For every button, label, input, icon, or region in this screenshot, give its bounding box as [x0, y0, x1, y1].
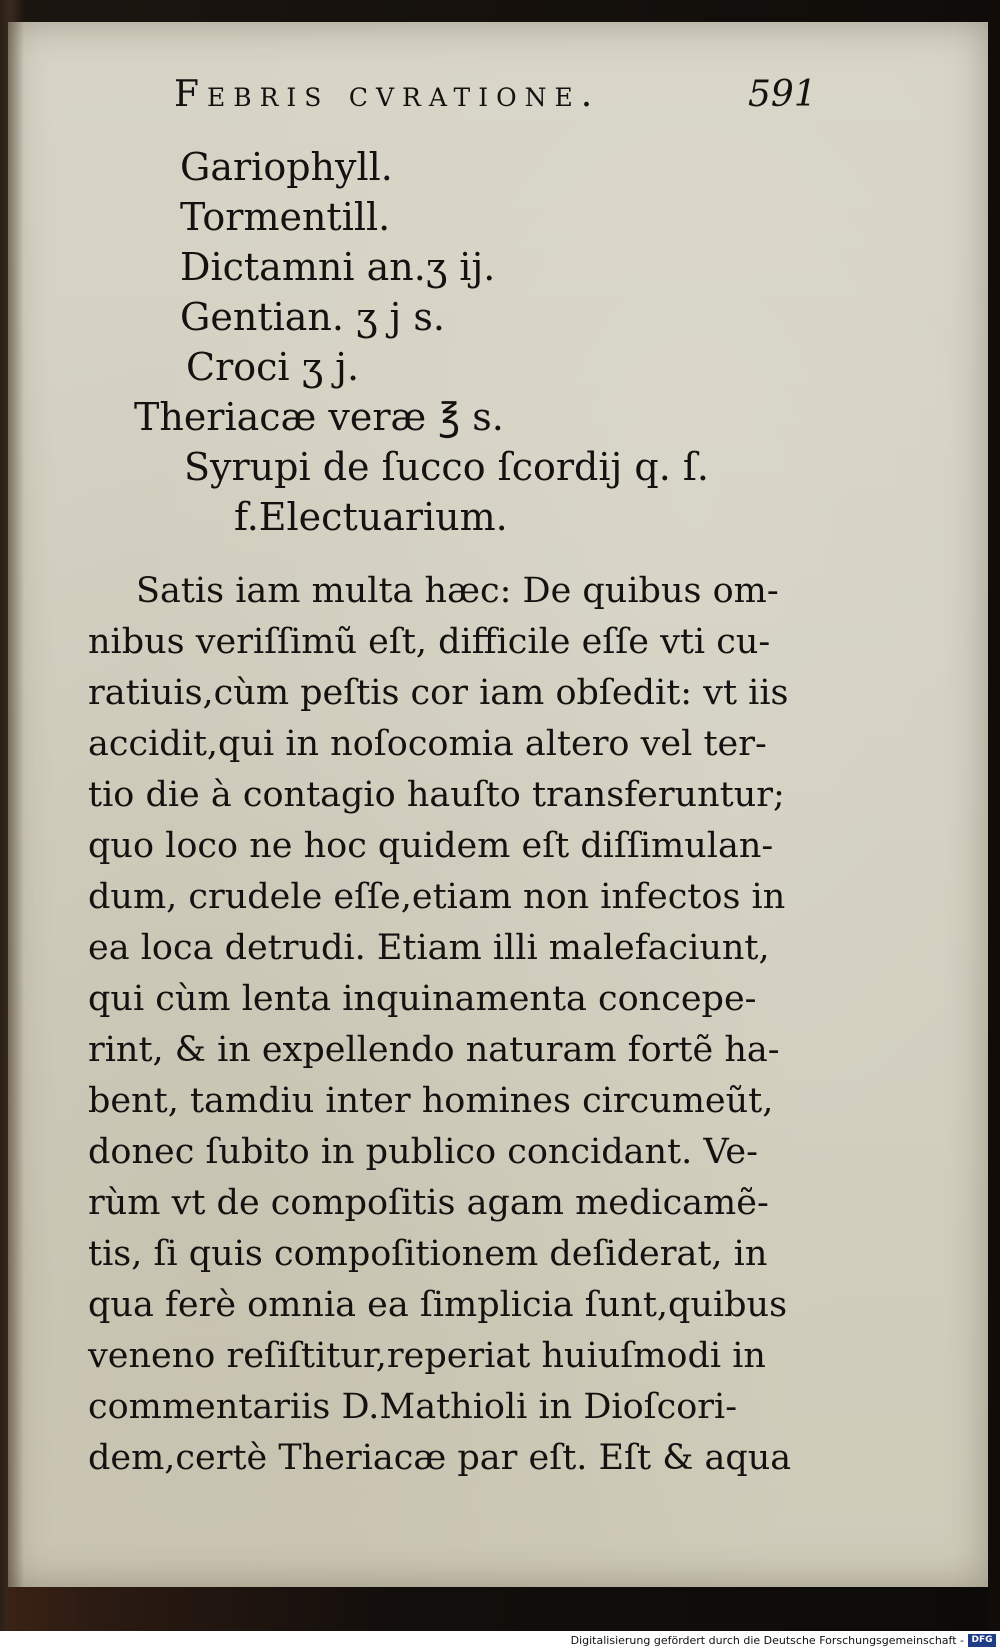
recipe-line: Tormentill. — [180, 195, 391, 239]
funding-credit: Digitalisierung gefördert durch die Deutsche Forschungsgemeinschaft - — [570, 1634, 964, 1647]
paragraph-line: donec ſubito in publico concidant. Ve- — [88, 1132, 758, 1172]
running-title: Febris cvratione. — [174, 74, 601, 115]
recipe-list — [80, 114, 820, 554]
paragraph-line: qua ferè omnia ea ſimplicia ſunt,quibus — [88, 1285, 788, 1325]
page-text-block — [80, 54, 820, 1478]
paragraph-line: quo loco ne hoc quidem eſt diſſimulan- — [88, 826, 774, 866]
recipe-line: Gariophyll. — [180, 145, 393, 189]
book-page — [8, 22, 988, 1587]
paragraph-line: bent, tamdiu inter homines circumeũt, — [88, 1081, 774, 1121]
recipe-line: f.Electuarium. — [234, 495, 508, 539]
paragraph-line: veneno reſiſtitur,reperiat huiuſmodi in — [88, 1336, 766, 1376]
paragraph-line: commentariis D.Mathioli in Dioſcori- — [88, 1387, 738, 1427]
paragraph-line: qui cùm lenta inquinamenta concepe- — [88, 979, 757, 1019]
paragraph-line: rùm vt de compoſitis agam medicamẽ- — [88, 1183, 769, 1223]
paragraph-line: Satis iam multa hæc: De quibus om- — [136, 571, 779, 611]
recipe-line: Theriacæ veræ ℥ s. — [134, 395, 504, 439]
dfg-logo-icon: DFG — [968, 1634, 996, 1647]
digitization-footer — [0, 1631, 1000, 1651]
recipe-line: Dictamni an.ʒ ij. — [180, 245, 496, 289]
paragraph-line: tio die à contagio hauſto transferuntur; — [88, 775, 785, 815]
paragraph-line: tis, ſi quis compoſitionem deſiderat, in — [88, 1234, 768, 1274]
paragraph-line: ea loca detrudi. Etiam illi malefaciunt, — [88, 928, 770, 968]
page-header — [80, 54, 820, 114]
paragraph-line: accidit,qui in noſocomia altero vel ter- — [88, 724, 767, 764]
paragraph-line: ratiuis,cùm peſtis cor iam obſedit: vt iis — [88, 673, 789, 713]
paragraph-line: rint, & in expellendo naturam fortẽ ha- — [88, 1030, 780, 1070]
body-paragraph — [88, 566, 808, 1484]
book-edge-band — [8, 1587, 988, 1631]
paragraph-line: dem,certè Theriacæ par eſt. Eſt & aqua — [88, 1438, 792, 1478]
page-gutter-shadow — [8, 22, 24, 1587]
recipe-line: Gentian. ʒ j s. — [180, 295, 445, 339]
paragraph-line: dum, crudele eſſe,etiam non infectos in — [88, 877, 786, 917]
recipe-line: Syrupi de ſucco ſcordij q. ſ. — [184, 445, 710, 489]
page-number: 591 — [748, 74, 817, 115]
recipe-line: Croci ʒ j. — [186, 345, 360, 389]
paragraph-line: nibus veriſſimũ eſt, difficile eſſe vti cu- — [88, 622, 771, 662]
